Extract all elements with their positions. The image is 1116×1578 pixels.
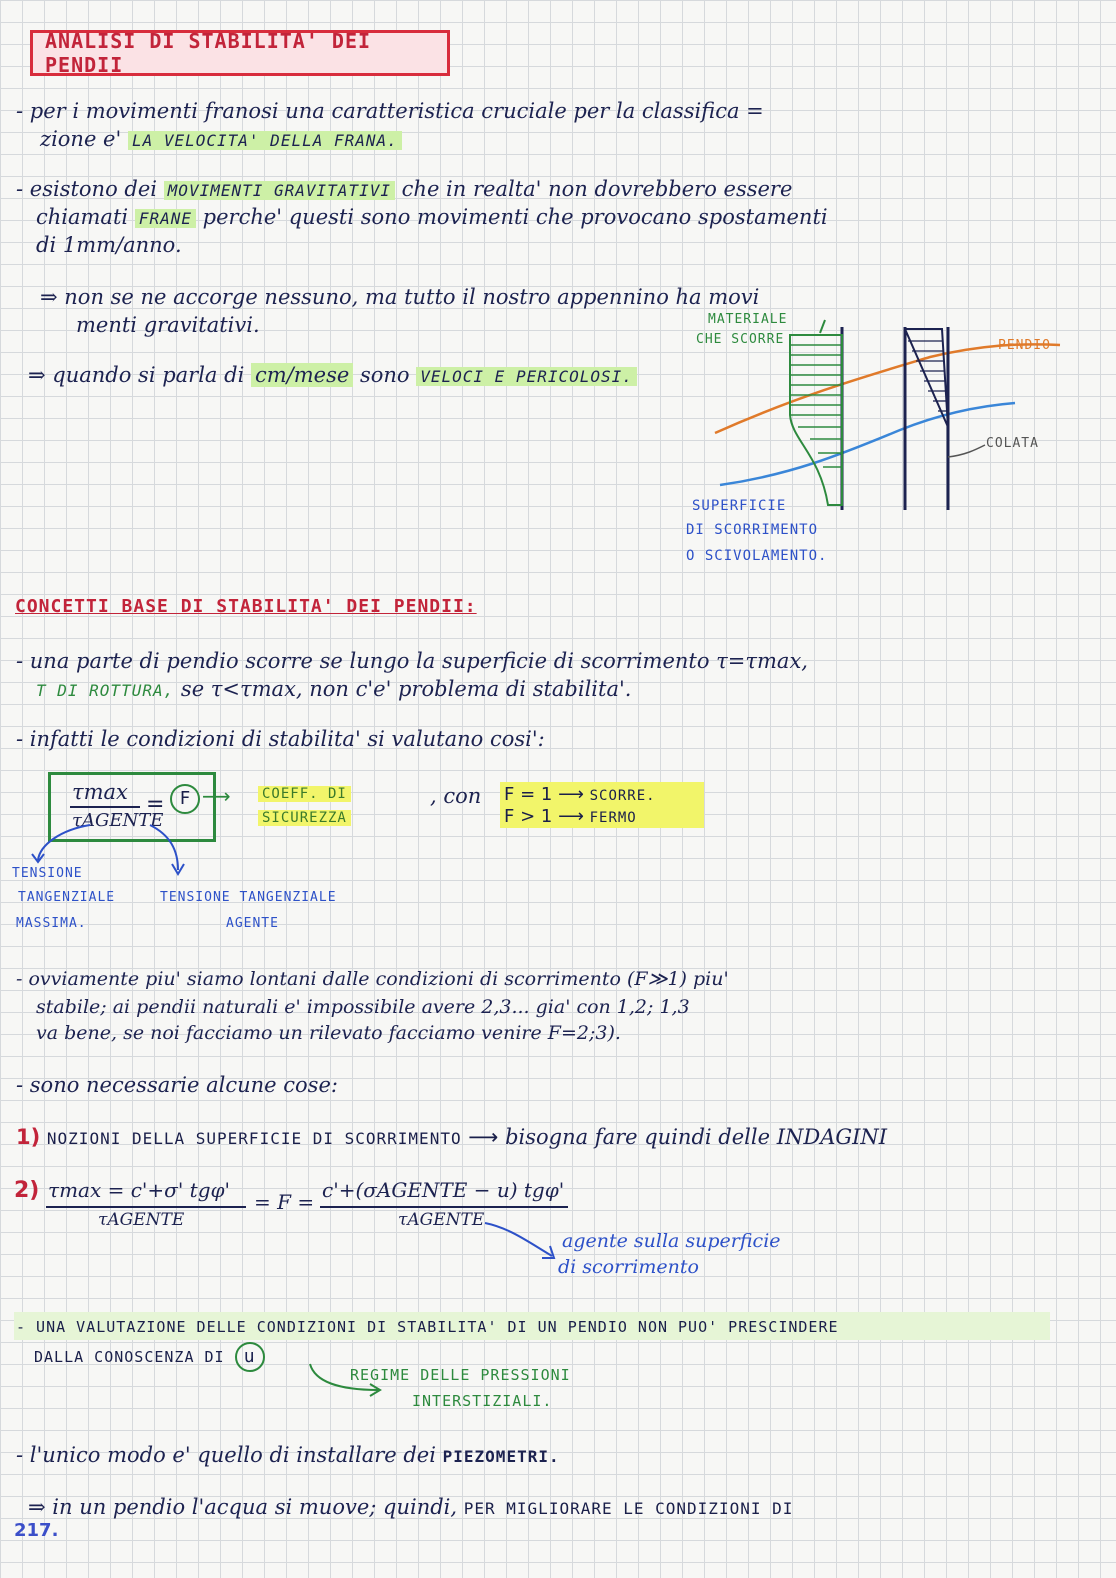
con-text: , con	[430, 784, 482, 808]
item2-denominator2: τAGENTE	[398, 1210, 485, 1230]
item2-numerator1: τmax = c'+σ' tgφ'	[48, 1178, 231, 1202]
item2-note-2: di scorrimento	[558, 1256, 699, 1278]
velocity-profile-green	[790, 335, 842, 505]
para1-line2: zione e' LA VELOCITA' DELLA FRANA.	[40, 126, 402, 154]
colata-profile	[905, 329, 948, 427]
para2-line1: - esistono dei MOVIMENTI GRAVITATIVI che in realta' non dovrebbero essere	[16, 177, 793, 201]
case1: F = 1 ⟶ SCORRE.	[504, 784, 656, 805]
para5-line1: - una parte di pendio scorre se lungo la superficie di scorrimento τ=τmax,	[16, 649, 808, 673]
sliding-surface-curve	[720, 403, 1015, 485]
profile-hatching-green	[790, 345, 842, 467]
regime-label-2: INTERSTIZIALI.	[412, 1392, 553, 1410]
arrow-to-coeff: ⟶	[202, 784, 231, 808]
label-tensione-max-1: TENSIONE	[12, 866, 83, 881]
label-superficie-2: DI SCORRIMENTO	[686, 522, 819, 538]
colata-hatching	[908, 341, 947, 411]
para9-line1: - UNA VALUTAZIONE DELLE CONDIZIONI DI STABILITA' DI UN PENDIO NON PUO' PRESCINDERE	[16, 1318, 839, 1336]
label-materiale: MATERIALE	[708, 312, 788, 327]
u-symbol: u	[235, 1342, 265, 1372]
label-che-scorre: CHE SCORRE	[696, 332, 785, 347]
para5-line2: Τ DI ROTTURA, se τ<τmax, non c'e' problema di stabilita'.	[36, 677, 632, 701]
para7-line1: - ovviamente piu' siamo lontani dalle condizioni di scorrimento (F≫1) piu'	[16, 968, 729, 990]
safety-factor-symbol: F	[170, 784, 200, 814]
para11: ⇒ in un pendio l'acqua si muove; quindi, PER MIGLIORARE LE CONDIZIONI DI	[28, 1495, 794, 1519]
item2-numerator2: c'+(σAGENTE − u) tgφ'	[322, 1178, 565, 1202]
agente-arrow	[480, 1218, 570, 1268]
section-title: CONCETTI BASE DI STABILITA' DEI PENDII:	[15, 596, 477, 617]
para2-line2: chiamati FRANE perche' questi sono movimenti che provocano spostamenti	[36, 205, 828, 229]
regime-label-1: REGIME DELLE PRESSIONI	[350, 1366, 571, 1384]
label-tensione-agente-1: TENSIONE TANGENZIALE	[160, 890, 337, 905]
para1-line1: - per i movimenti franosi una caratteristica cruciale per la classifica =	[16, 99, 764, 123]
case2: F > 1 ⟶ FERMO	[504, 806, 637, 827]
coeff-label-2: SICUREZZA	[258, 810, 351, 826]
formula1-numerator: τmax	[72, 780, 128, 804]
highlight-frana-velocity: LA VELOCITA' DELLA FRANA.	[128, 131, 402, 150]
materiale-arrow	[820, 320, 825, 333]
item2-number: 2)	[14, 1178, 40, 1203]
para2-line3: di 1mm/anno.	[36, 233, 182, 257]
label-tensione-agente-2: AGENTE	[226, 916, 279, 931]
para3-line1: ⇒ non se ne accorge nessuno, ma tutto il nostro appennino ha movi	[40, 285, 760, 309]
item2-denominator1: τAGENTE	[98, 1210, 185, 1230]
para6: - infatti le condizioni di stabilita' si valutano cosi':	[16, 727, 545, 751]
para9-line2: DALLA CONOSCENZA DI u	[34, 1342, 265, 1372]
formula1-bar	[70, 806, 140, 808]
para10: - l'unico modo e' quello di installare dei PIEZOMETRI.	[16, 1443, 560, 1467]
para3-line2: menti gravitativi.	[76, 313, 260, 337]
para8: - sono necessarie alcune cose:	[16, 1073, 338, 1097]
label-tensione-max-2: TANGENZIALE	[18, 890, 116, 905]
formula1-denominator: τAGENTE	[72, 810, 164, 831]
item1: 1) NOZIONI DELLA SUPERFICIE DI SCORRIMENTO ⟶ bisogna fare quindi delle INDAGINI	[16, 1125, 888, 1149]
page-number: 217.	[14, 1520, 59, 1541]
item2-equals: = F =	[254, 1190, 315, 1214]
para7-line3: va bene, se noi facciamo un rilevato facciamo venire F=2;3).	[36, 1022, 621, 1044]
label-pendio: PENDIO	[998, 338, 1051, 353]
para4: ⇒ quando si parla di cm/mese sono VELOCI E PERICOLOSI.	[28, 362, 637, 390]
label-tensione-max-3: MASSIMA.	[16, 916, 87, 931]
para7-line2: stabile; ai pendii naturali e' impossibile avere 2,3... gia' con 1,2; 1,3	[36, 996, 690, 1018]
label-colata: COLATA	[986, 436, 1039, 451]
item2-bar2	[320, 1206, 568, 1208]
page-title: ANALISI DI STABILITA' DEI PENDII	[30, 30, 450, 76]
coeff-label-1: COEFF. DI	[258, 786, 351, 802]
notes-page: ANALISI DI STABILITA' DEI PENDII - per i movimenti franosi una caratteristica cruciale per la classifica = zione e' LA VELOCITA' DELLA FRANA. - esistono dei MOVIMENTI GRAVITATIVI che in realta' non dovrebbero essere chiamati FRANE perche' questi sono movimenti che provocano spostamenti di 1mm/anno. ⇒ non se ne accorge nessuno, ma tutto il nostro appennino ha movi menti gravitativi. ⇒ quando si parla di cm/mese sono VELOCI E PERICOLOSI. MATERIALE CHE SCORRE PENDIO COLATA SUPERFICIE DI SCORRIMENTO O SCIVOLAMENTO. CONCETTI BASE DI STABILITA' DEI PENDII: - una parte di pendio scorre se lungo la superficie di scorrimento τ=τmax, Τ DI ROTTURA, se τ<τmax, non c'e' problema di stabilita'. - infatti le condizioni di stabilita' si valutano cosi': τmax τAGENTE = F ⟶ COEFF. DI SICUREZZA , con F = 1 ⟶ SCORRE. F > 1 ⟶ FERMO TENSIONE TANGENZIALE MASSIMA. TENSIONE TANGENZIALE AGENTE - ovviamente piu' siamo lontani dalle condizioni di scorrimento (F≫1) piu' stabile; ai pendii naturali e' impossibile avere 2,3... gia' con 1,2; 1,3 va bene, se noi facciamo un rilevato facciamo venire F=2;3). - sono necessarie alcune cose: 1) NOZIONI DELLA SUPERFICIE DI SCORRIMENTO ⟶ bisogna fare quindi delle INDAGINI 2) τmax = c'+σ' tgφ' τAGENTE = F = c'+(σAGENTE − u) tgφ' τAGENTE agente sulla superficie di scorrimento - UNA VALUTAZIONE DELLE CONDIZIONI DI STABILITA' DI UN PENDIO NON PUO' PRESCINDERE DALLA CONOSCENZA DI u REGIME DELLE PRESSIONI INTERSTIZIALI. - l'unico modo e' quello di installare dei PIEZOMETRI. ⇒ in un pendio l'acqua si muove; quindi, PER MIGLIORARE LE CONDIZIONI DI 217.	[0, 0, 1116, 1578]
item2-bar1	[46, 1206, 246, 1208]
item2-note-1: agente sulla superficie	[562, 1230, 781, 1252]
label-superficie-3: O SCIVOLAMENTO.	[686, 548, 828, 564]
label-superficie-1: SUPERFICIE	[692, 498, 787, 514]
pendio-curve	[715, 344, 1060, 433]
colata-arrow	[948, 445, 985, 457]
